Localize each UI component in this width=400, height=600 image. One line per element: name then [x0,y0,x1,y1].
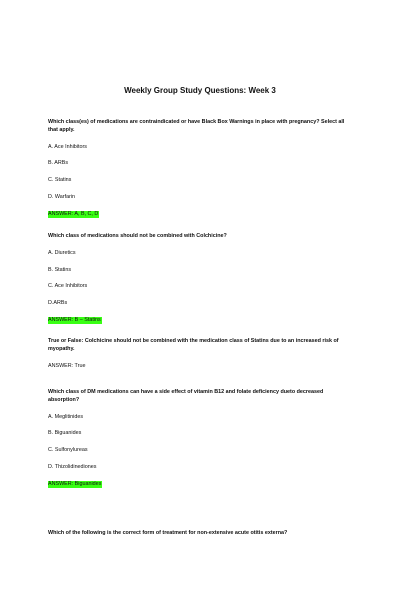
answer-option: B. Statins [48,266,72,273]
question-text: True or False: Colchicine should not be combined with the medication class of Statins due to an increased risk of myopathy. [48,338,339,352]
answer-option: C. Statins [48,177,72,184]
answer-option: A. Diuretics [48,249,76,256]
answer-highlight: ANSWER: B – Statins [48,317,101,324]
question-block-4 [48,389,348,490]
answer-option: A. Ace Inhibitors [48,143,87,150]
answer-option: C. Sulfonylureas [48,447,88,454]
answer-option: D. Thizolidinediones [48,463,97,470]
question-block-3 [48,338,348,372]
answer-text: ANSWER: True [48,362,86,369]
question-block-1 [48,119,348,220]
page-title: Weekly Group Study Questions: Week 3 [124,86,276,95]
answer-highlight: ANSWER: A, B, C, D [48,210,99,217]
answer-option: B. Biguanides [48,430,82,437]
answer-option: D. Warfarin [48,193,76,200]
question-text: Which class of DM medications can have a side effect of vitamin B12 and folate deficiency dueto decreased absorption? [48,389,324,403]
question-text: Which class(es) of medications are contraindicated or have Black Box Warnings in place with pregnancy? Select all that apply. [48,119,345,133]
question-block-2 [48,233,348,326]
answer-option: B. ARBs [48,160,69,167]
answer-highlight: ANSWER: Biguanides [48,480,102,487]
answer-option: A. Meglitinides [48,413,84,420]
answer-option: C. Ace Inhibitors [48,283,88,290]
question-block-5 [48,530,348,538]
question-text: Which class of medications should not be combined with Colchicine? [48,233,227,239]
answer-option: D.ARBs [48,300,68,307]
question-text: Which of the following is the correct form of treatment for non-extensive acute otitis externa? [48,530,288,536]
